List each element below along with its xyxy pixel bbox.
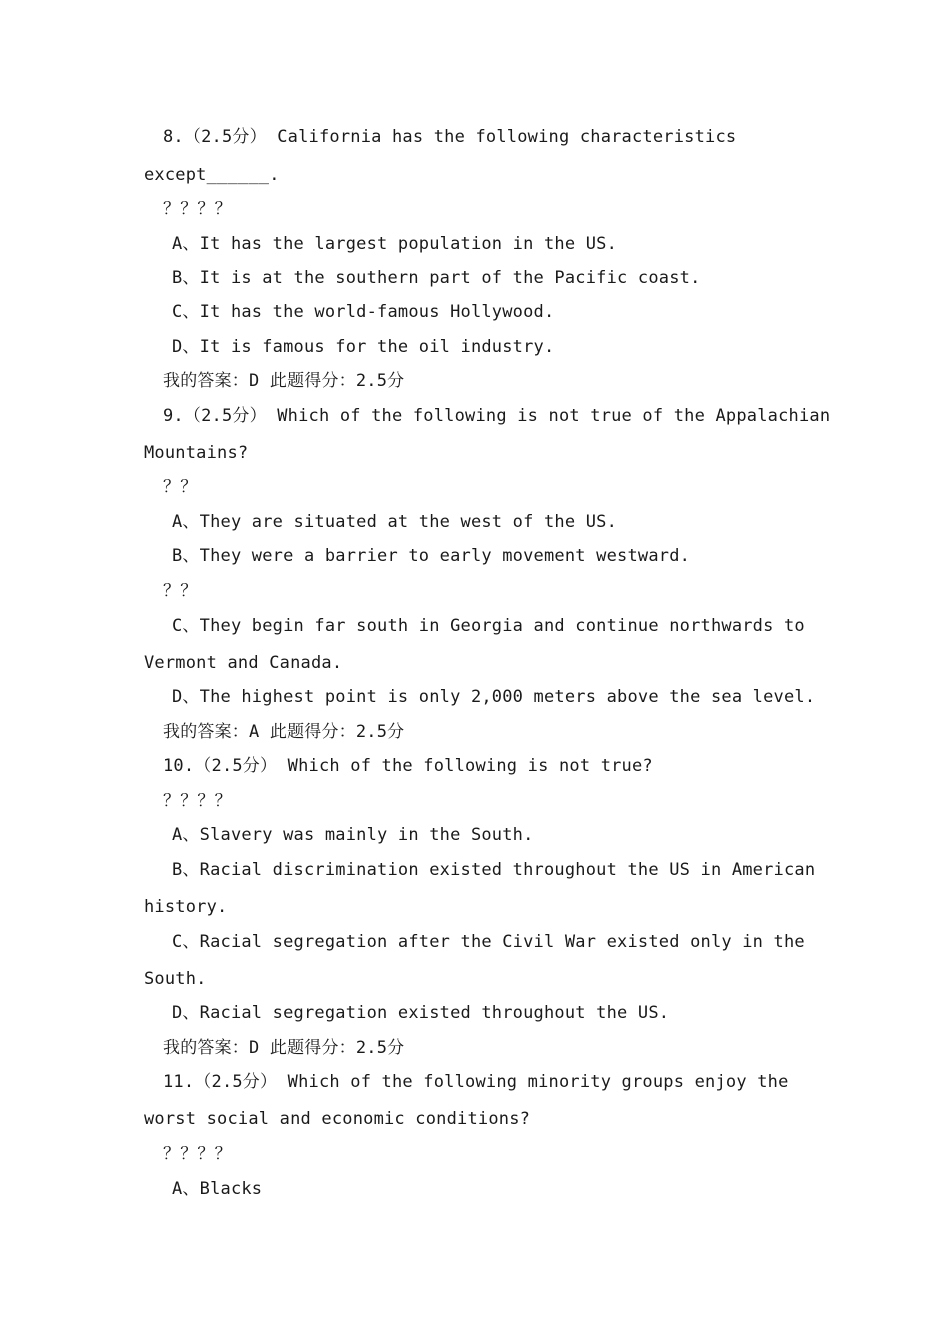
question-8-marks: ？？？？	[163, 199, 232, 219]
question-10-marks: ？？？？	[163, 791, 232, 811]
question-10-option-c-line-2: South.	[144, 969, 207, 989]
question-9-option-b: B、They were a barrier to early movement westward.	[172, 546, 691, 566]
question-8-stem-line-1: 8.（2.5分） California has the following characteristics	[163, 127, 737, 147]
question-9-answer: 我的答案：A 此题得分：2.5分	[163, 722, 405, 742]
question-9-marks: ？？	[163, 477, 198, 497]
question-8-answer: 我的答案：D 此题得分：2.5分	[163, 371, 405, 391]
question-8-option-b: B、It is at the southern part of the Pacific coast.	[172, 268, 701, 288]
question-10-option-b-line-1: B、Racial discrimination existed throughout the US in American	[172, 860, 816, 880]
question-9-stem-line-1: 9.（2.5分） Which of the following is not true of the Appalachian	[163, 406, 831, 426]
question-9-option-c-line-1: C、They begin far south in Georgia and continue northwards to	[172, 616, 805, 636]
question-10-option-b-line-2: history.	[144, 897, 228, 917]
question-9-option-a: A、They are situated at the west of the US.	[172, 512, 618, 532]
question-10-option-a: A、Slavery was mainly in the South.	[172, 825, 534, 845]
question-9-stem-line-2: Mountains?	[144, 443, 249, 463]
question-10-option-d: D、Racial segregation existed throughout the US.	[172, 1003, 670, 1023]
question-11-stem-line-2: worst social and economic conditions?	[144, 1109, 531, 1129]
question-8-option-a: A、It has the largest population in the US.	[172, 234, 618, 254]
question-9-marks-2: ？？	[163, 581, 198, 601]
question-11-option-a: A、Blacks	[172, 1179, 263, 1199]
question-10-stem: 10.（2.5分） Which of the following is not true?	[163, 756, 653, 776]
question-9-option-c-line-2: Vermont and Canada.	[144, 653, 343, 673]
question-11-stem-line-1: 11.（2.5分） Which of the following minority groups enjoy the	[163, 1072, 789, 1092]
question-8-option-d: D、It is famous for the oil industry.	[172, 337, 555, 357]
question-10-answer: 我的答案：D 此题得分：2.5分	[163, 1038, 405, 1058]
question-9-option-d: D、The highest point is only 2,000 meters above the sea level.	[172, 687, 816, 707]
question-11-marks: ？？？？	[163, 1144, 232, 1164]
question-8-option-c: C、It has the world-famous Hollywood.	[172, 302, 555, 322]
question-10-option-c-line-1: C、Racial segregation after the Civil War existed only in the	[172, 932, 805, 952]
question-8-stem-line-2: except______.	[144, 165, 280, 185]
